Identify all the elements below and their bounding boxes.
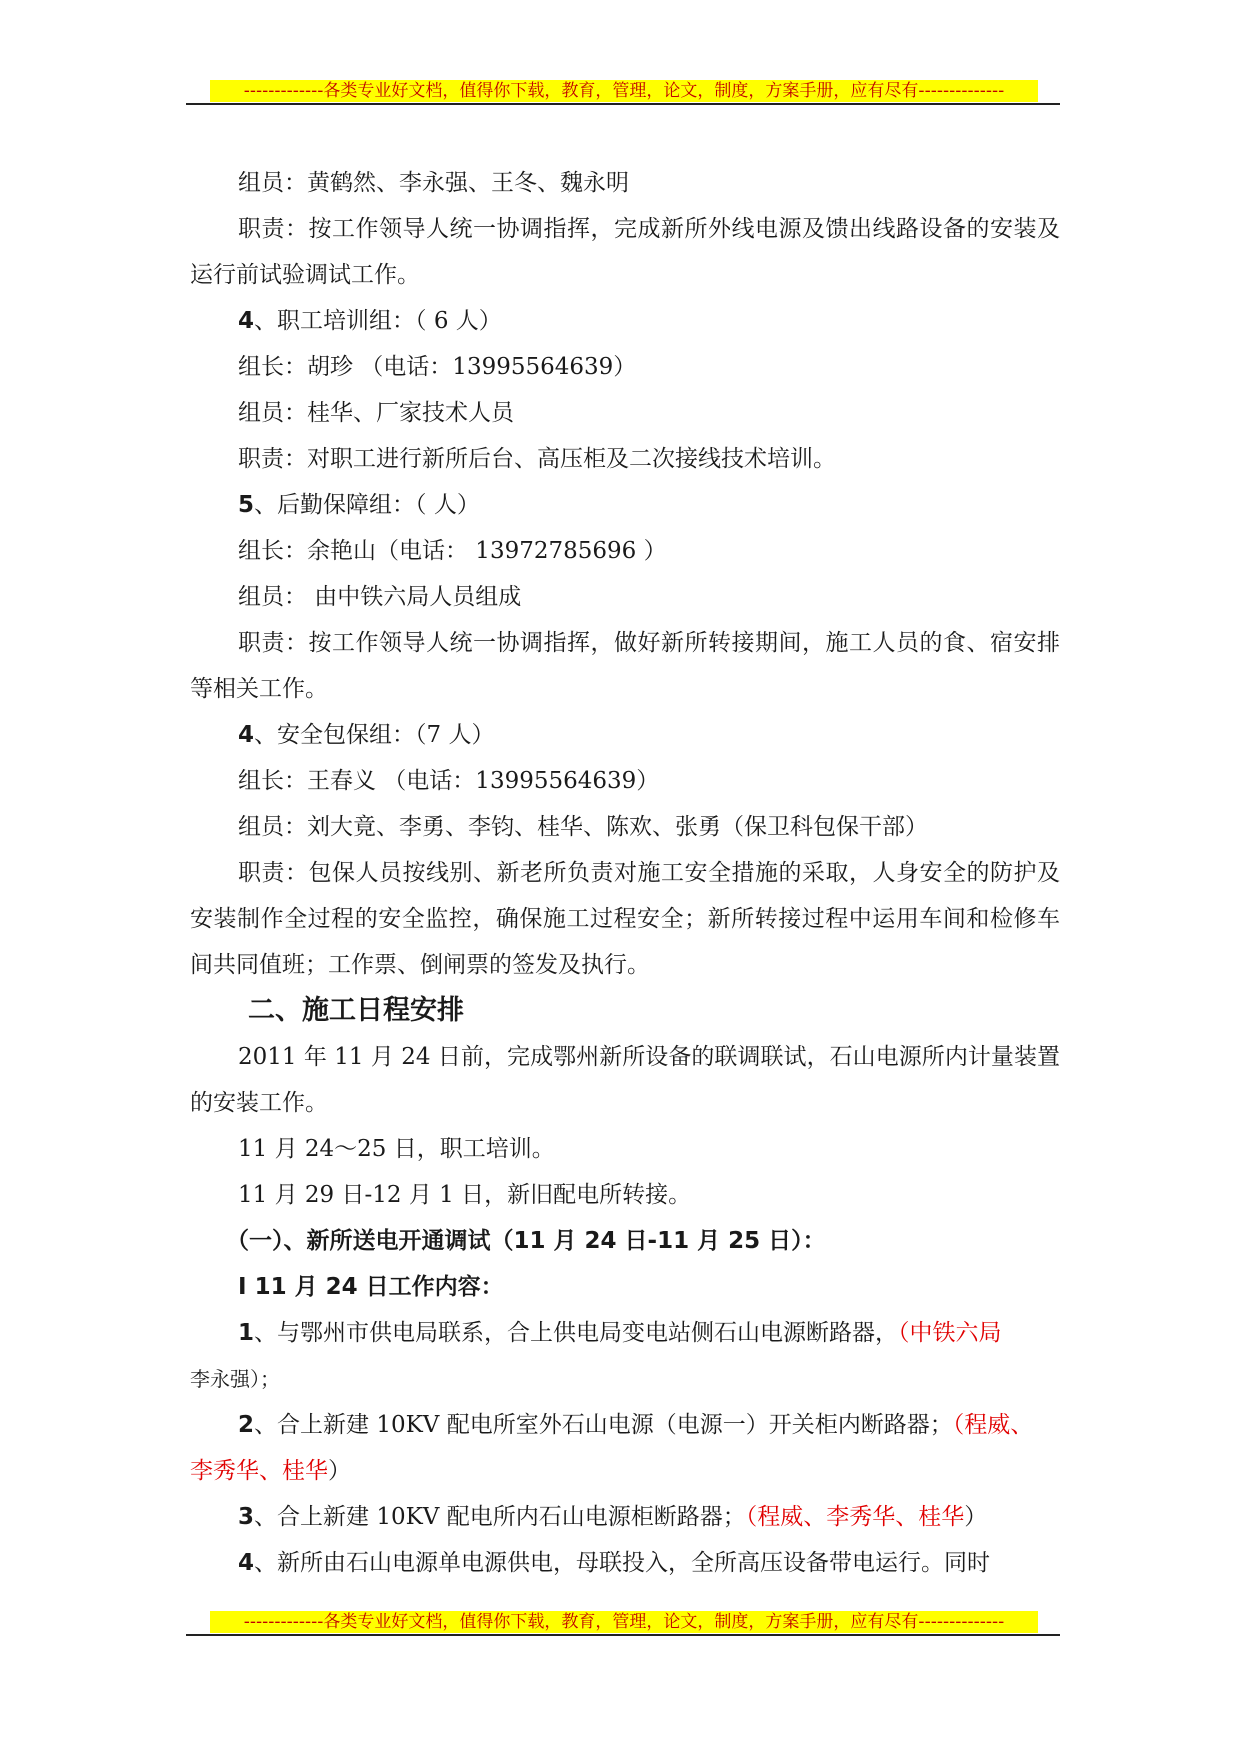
subsection-heading: （一）、新所送电开通调试（11 月 24 日-11 月 25 日）： [226,1228,826,1254]
section-label: 、安全包保组：（7 人） [254,722,495,748]
text-line: 组长：王春义 （电话：13995564639） [238,768,660,794]
text-line: 组员： 由中铁六局人员组成 [238,584,522,610]
task-text: 、新所由石山电源单电源供电，母联投入，全所高压设备带电运行。同时 [254,1550,991,1576]
task-text: 、与鄂州市供电局联系，合上供电局变电站侧石山电源断路器， [254,1320,899,1346]
section-heading-logistics [190,482,1060,528]
task-item-3 [190,1494,1060,1540]
section-heading-training [190,298,1060,344]
section-heading-safety [190,712,1060,758]
text-line: 组长：余艳山（电话： 13972785696 ） [238,538,667,564]
task-text: 、合上新建 10KV 配电所内石山电源柜断路器； [254,1504,746,1530]
section-number: 4 [238,308,255,334]
footer-banner: -------------各类专业好文档，值得你下载，教育，管理，论文，制度，方案手册，应有尽有-------------- [210,1611,1038,1633]
task-item-2 [190,1402,1060,1494]
task-item-4 [190,1540,1060,1586]
header-rule [186,103,1060,105]
task-assignee: （中铁六局 [898,1320,1002,1346]
section-label: 、后勤保障组：（ 人） [254,492,480,518]
subsection-heading: Ⅰ 11 月 24 日工作内容： [238,1274,504,1300]
text-paragraph: 职责：包保人员按线别、新老所负责对施工安全措施的采取，人身安全的防护及安装制作全过程的安全监控，确保施工过程安全；新所转接过程中运用车间和检修车间共同值班；工作票、倒闸票的签发及执行。 [190,860,1060,978]
header-banner: -------------各类专业好文档，值得你下载，教育，管理，论文，制度，方案手册，应有尽有-------------- [210,80,1038,102]
task-number: 2 [238,1412,255,1438]
document-body [190,160,1060,1586]
task-number: 1 [238,1320,255,1346]
task-assignee: 李秀华、桂华 [190,1458,328,1484]
text-line: 组员：刘大竟、李勇、李钧、桂华、陈欢、张勇（保卫科包保干部） [238,814,928,840]
task-assignee-tail: ） [964,1504,988,1530]
task-assignee-tail: 李永强）； [190,1367,280,1391]
section-label: 、职工培训组：（ 6 人） [254,308,502,334]
task-assignee: （程威、李秀华、桂华 [745,1504,965,1530]
task-number: 4 [238,1550,255,1576]
text-line: 组员：桂华、厂家技术人员 [238,400,514,426]
text-paragraph: 职责：按工作领导人统一协调指挥，完成新所外线电源及馈出线路设备的安装及运行前试验调试工作。 [190,216,1060,288]
text-line: 职责：对职工进行新所后台、高压柜及二次接线技术培训。 [238,446,836,472]
section-number: 5 [238,492,255,518]
section-number: 4 [238,722,255,748]
footer-rule [186,1634,1060,1636]
text-line: 11 月 24～25 日，职工培训。 [238,1136,555,1162]
text-paragraph: 2011 年 11 月 24 日前，完成鄂州新所设备的联调联试，石山电源所内计量装置的安装工作。 [190,1044,1060,1116]
task-number: 3 [238,1504,255,1530]
task-text: 、合上新建 10KV 配电所室外石山电源（电源一）开关柜内断路器； [254,1412,953,1438]
text-line: 组长：胡珍 （电话：13995564639） [238,354,637,380]
task-assignee-tail: ） [328,1458,351,1484]
text-paragraph: 职责：按工作领导人统一协调指挥，做好新所转接期间，施工人员的食、宿安排等相关工作。 [190,630,1060,702]
chapter-heading: 二、施工日程安排 [248,995,464,1026]
text-line: 11 月 29 日-12 月 1 日，新旧配电所转接。 [238,1182,692,1208]
task-item-1 [190,1310,1060,1402]
task-assignee: （程威、 [952,1412,1034,1438]
text-line: 组员：黄鹤然、李永强、王冬、魏永明 [238,170,629,196]
